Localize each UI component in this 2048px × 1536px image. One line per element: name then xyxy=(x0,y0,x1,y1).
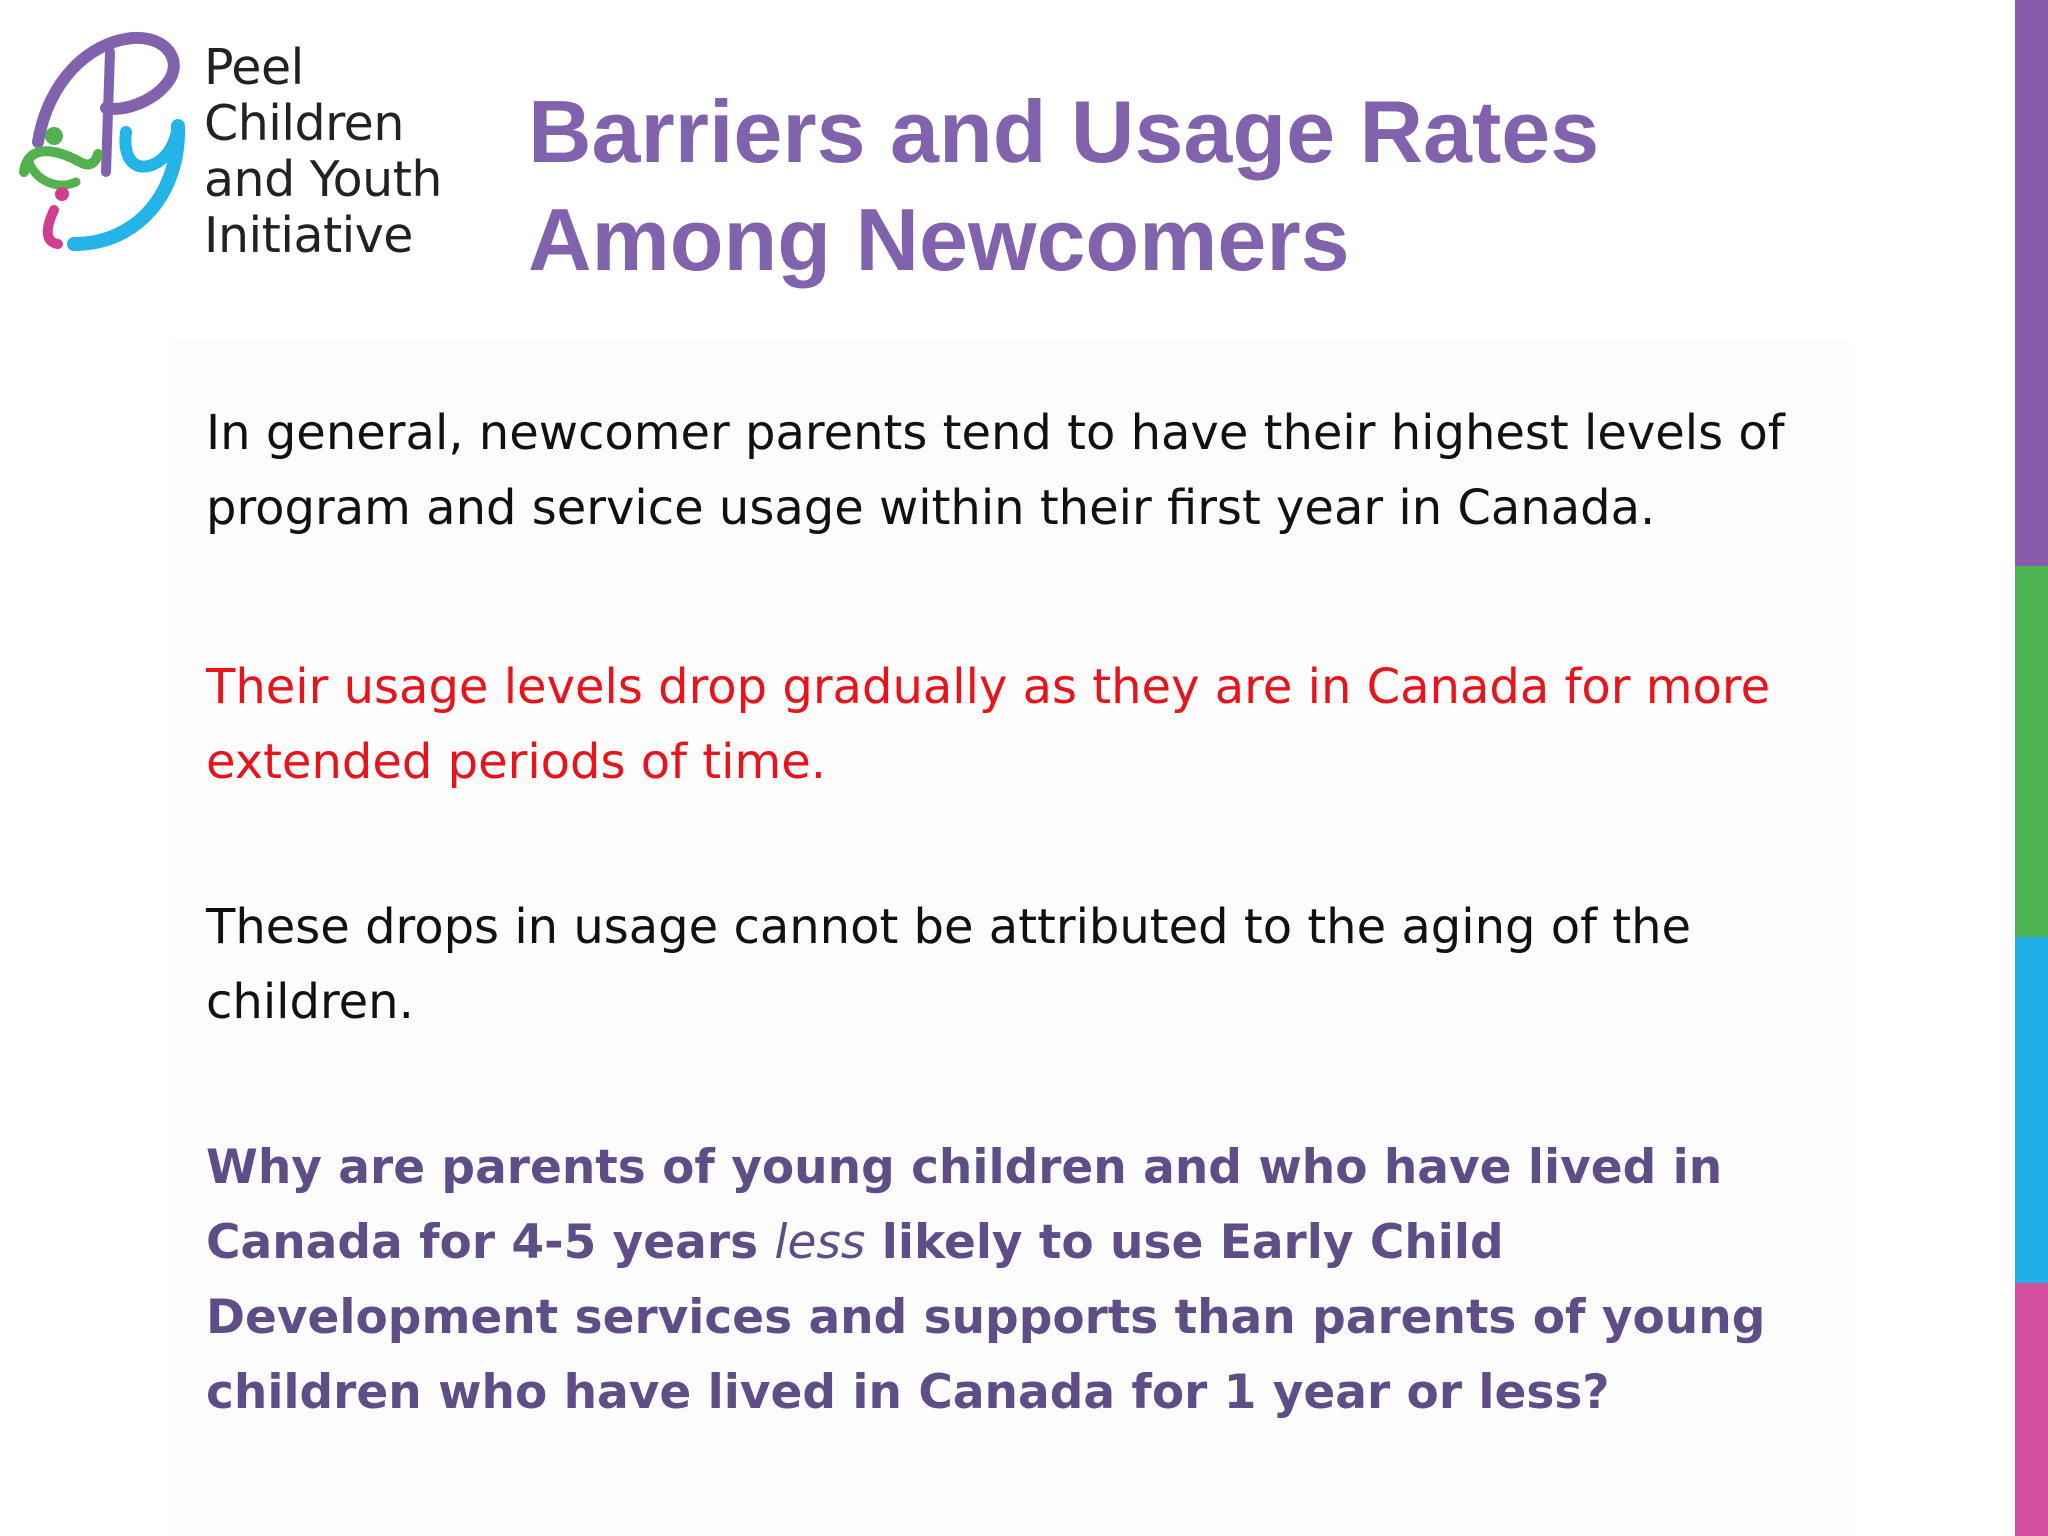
side-color-strip xyxy=(2015,0,2048,1536)
question-text-end: likely to use Early Child Development services and supports than parents of young children who have lived in Canada for 1 year or less? xyxy=(206,1215,1766,1420)
logo-line-children: Children xyxy=(204,95,404,152)
logo-wordmark xyxy=(204,40,442,264)
logo xyxy=(18,22,458,264)
paragraph-question xyxy=(206,1130,1866,1430)
question-text-start: Why are parents of young children and who have lived in Canada for 4-5 years xyxy=(206,1140,1723,1270)
logo-line-peel: Peel xyxy=(204,39,304,96)
slide-title-line-2: Among Newcomers xyxy=(528,190,1350,289)
question-emphasis: less xyxy=(774,1215,866,1270)
slide-title xyxy=(528,78,1788,294)
peel-py-logo-icon xyxy=(18,22,188,252)
logo-line-initiative: Initiative xyxy=(204,207,413,264)
logo-line-and-youth: and Youth xyxy=(204,151,442,208)
strip-segment-green xyxy=(2015,566,2048,937)
strip-segment-purple xyxy=(2015,0,2048,566)
strip-segment-blue xyxy=(2015,937,2048,1283)
slide-title-line-1: Barriers and Usage Rates xyxy=(528,82,1600,181)
paragraph-usage-drop: Their usage levels drop gradually as they are in Canada for more extended periods of time. xyxy=(206,659,1771,790)
paragraph-not-aging: These drops in usage cannot be attributed to the aging of the children. xyxy=(206,899,1692,1030)
paragraph-usage-first-year: In general, newcomer parents tend to have their highest levels of program and service usage within their first year in Canada. xyxy=(206,405,1785,536)
strip-segment-pink xyxy=(2015,1283,2048,1536)
